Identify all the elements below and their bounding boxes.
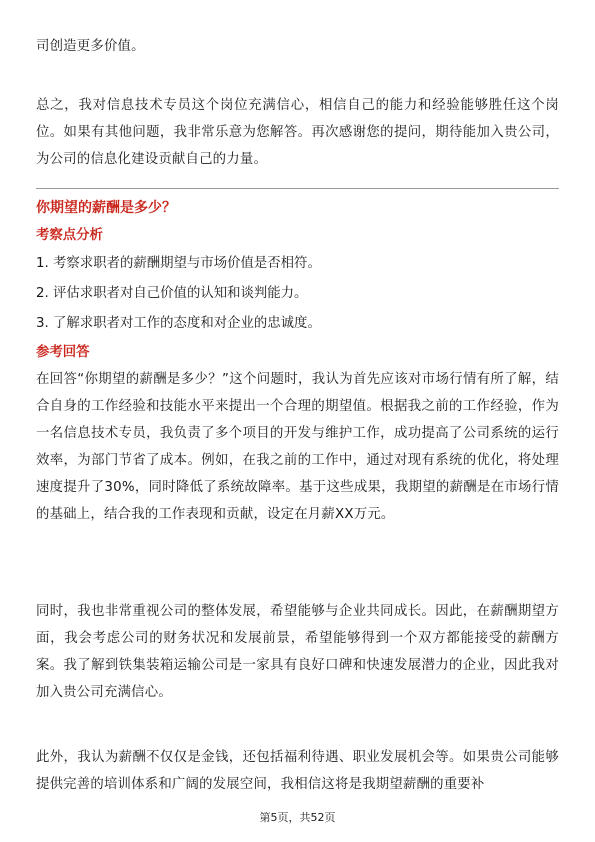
reference-paragraph: 同时，我也非常重视公司的整体发展，希望能够与企业共同成长。因此，在薪酬期望方面，我会考虑公司的财务状况和发展前景，希望能够得到一个双方都能接受的薪酬方案。我了解到铁集装箱运输公司是一家具有良好口碑和快速发展潜力的企业，因此我对加入贵公司充满信心。	[36, 604, 559, 700]
analysis-item: 2. 评估求职者对自己价值的认知和谈判能力。	[36, 286, 308, 301]
document-page	[36, 0, 559, 842]
reference-paragraph: 在回答“你期望的薪酬是多少？”这个问题时，我认为首先应该对市场行情有所了解，结合自身的工作经验和技能水平来提出一个合理的期望值。根据我之前的工作经验，作为一名信息技术专员，我负责了多个项目的开发与维护工作，成功提高了公司系统的运行效率，为部门节省了成本。例如，在我之前的工作中，通过对现有系统的优化，将处理速度提升了30%，同时降低了系统故障率。基于这些成果，我期望的薪酬是在市场行情的基础上，结合我的工作表现和贡献，设定在月薪XX万元。	[36, 372, 559, 522]
analysis-item: 3. 了解求职者对工作的态度和对企业的忠诚度。	[36, 316, 321, 331]
analysis-heading: 考察点分析	[36, 228, 103, 243]
analysis-item: 1. 考察求职者的薪酬期望与市场价值是否相符。	[36, 256, 321, 271]
reference-heading: 参考回答	[36, 345, 90, 360]
section-divider	[36, 188, 559, 189]
question-heading: 你期望的薪酬是多少？	[36, 200, 176, 216]
page-number: 第5页，共52页	[259, 811, 336, 824]
paragraph-continuation: 司创造更多价值。	[36, 39, 145, 54]
reference-paragraph: 此外，我认为薪酬不仅仅是金钱，还包括福利待遇、职业发展机会等。如果贵公司能够提供完善的培训体系和广阔的发展空间，我相信这将是我期望薪酬的重要补	[36, 750, 559, 792]
paragraph-summary: 总之，我对信息技术专员这个岗位充满信心，相信自己的能力和经验能够胜任这个岗位。如果有其他问题，我非常乐意为您解答。再次感谢您的提问，期待能加入贵公司，为公司的信息化建设贡献自己的力量。	[36, 98, 559, 167]
analysis-list	[36, 249, 559, 339]
